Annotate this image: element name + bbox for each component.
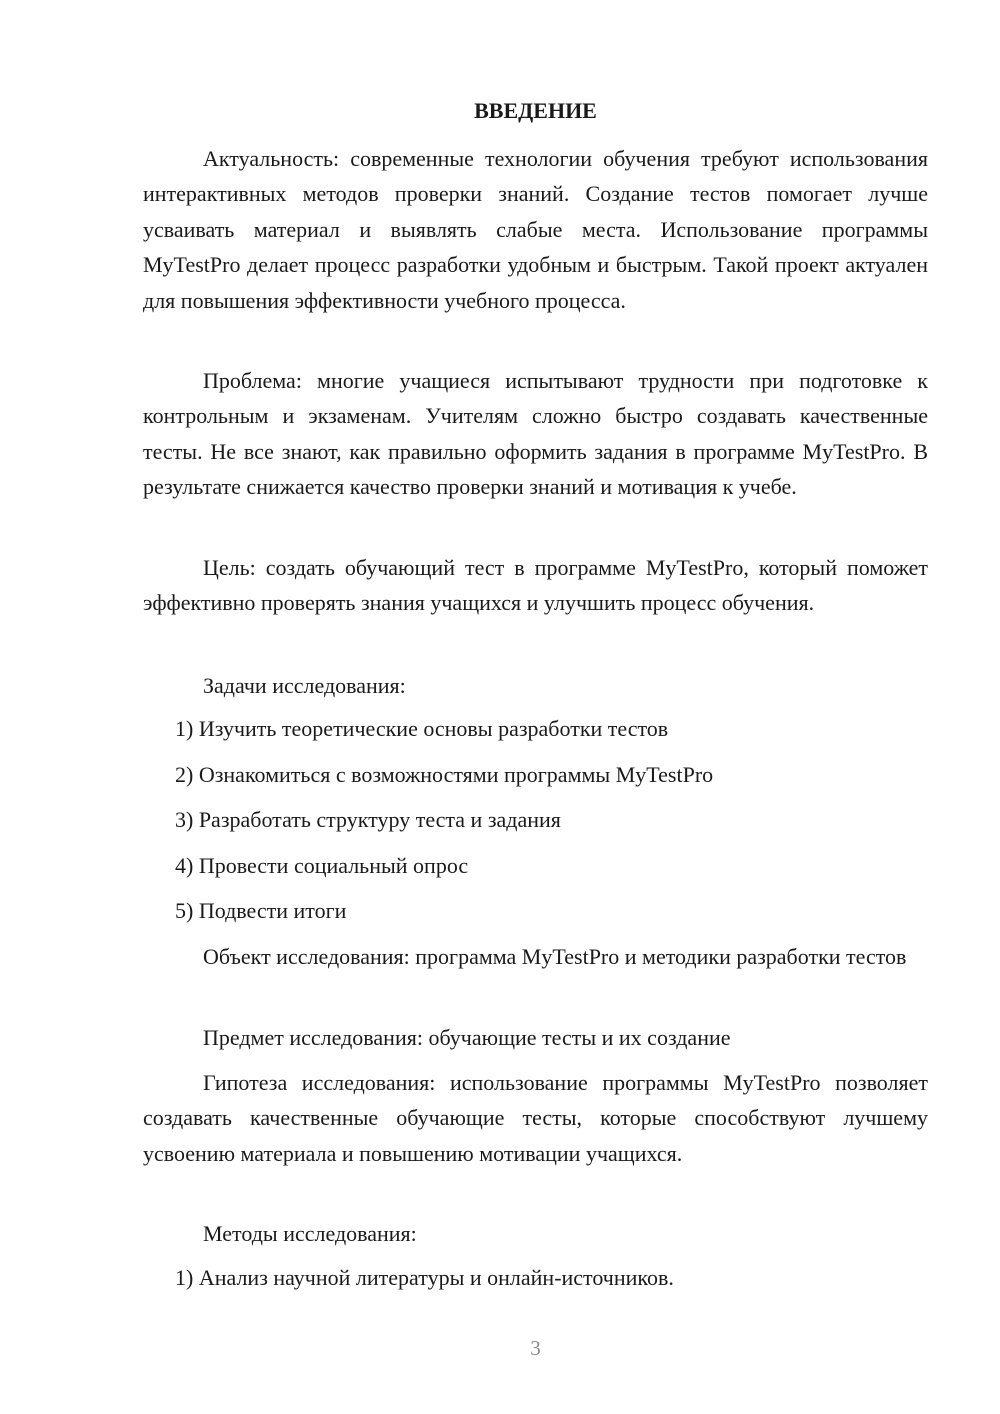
task-item: 4) Провести социальный опрос (175, 853, 469, 878)
task-item: 5) Подвести итоги (175, 898, 347, 923)
paragraph-relevance: Актуальность: современные технологии обучения требуют использования интерактивных методов проверки знаний. Создание тестов помогает лучше усваивать материал и выявлять слабые места. Использование программы MyTestPro делает процесс разработки удобным и быстрым. Такой проект актуален для повышения эффективности учебного процесса. (143, 146, 928, 313)
paragraph-problem: Проблема: многие учащиеся испытывают трудности при подготовке к контрольным и экзаменам. Учителям сложно быстро создавать качественные тесты. Не все знают, как правильно оформить задания в программе MyTestPro. В результате снижается качество проверки знаний и мотивация к учебе. (143, 368, 928, 500)
task-item: 2) Ознакомиться с возможностями программы MyTestPro (175, 762, 714, 787)
methods-heading: Методы исследования: (203, 1221, 417, 1246)
paragraph-hypothesis: Гипотеза исследования: использование программы MyTestPro позволяет создавать качественные обучающие тесты, которые способствуют лучшему усвоению материала и повышению мотивации учащихся. (143, 1070, 928, 1166)
method-item: 1) Анализ научной литературы и онлайн-источников. (175, 1265, 674, 1290)
paragraph-subject: Предмет исследования: обучающие тесты и их создание (203, 1025, 731, 1050)
tasks-heading: Задачи исследования: (203, 673, 406, 698)
paragraph-goal: Цель: создать обучающий тест в программе MyTestPro, который поможет эффективно проверять знания учащихся и улучшить процесс обучения. (143, 555, 928, 616)
paragraph-object: Объект исследования: программа MyTestPro и методики разработки тестов (203, 944, 907, 969)
document-page (143, 0, 928, 1414)
page-number: 3 (530, 1336, 541, 1360)
task-item: 3) Разработать структуру теста и задания (175, 807, 561, 832)
section-title: ВВЕДЕНИЕ (474, 98, 597, 123)
task-item: 1) Изучить теоретические основы разработки тестов (175, 716, 669, 741)
